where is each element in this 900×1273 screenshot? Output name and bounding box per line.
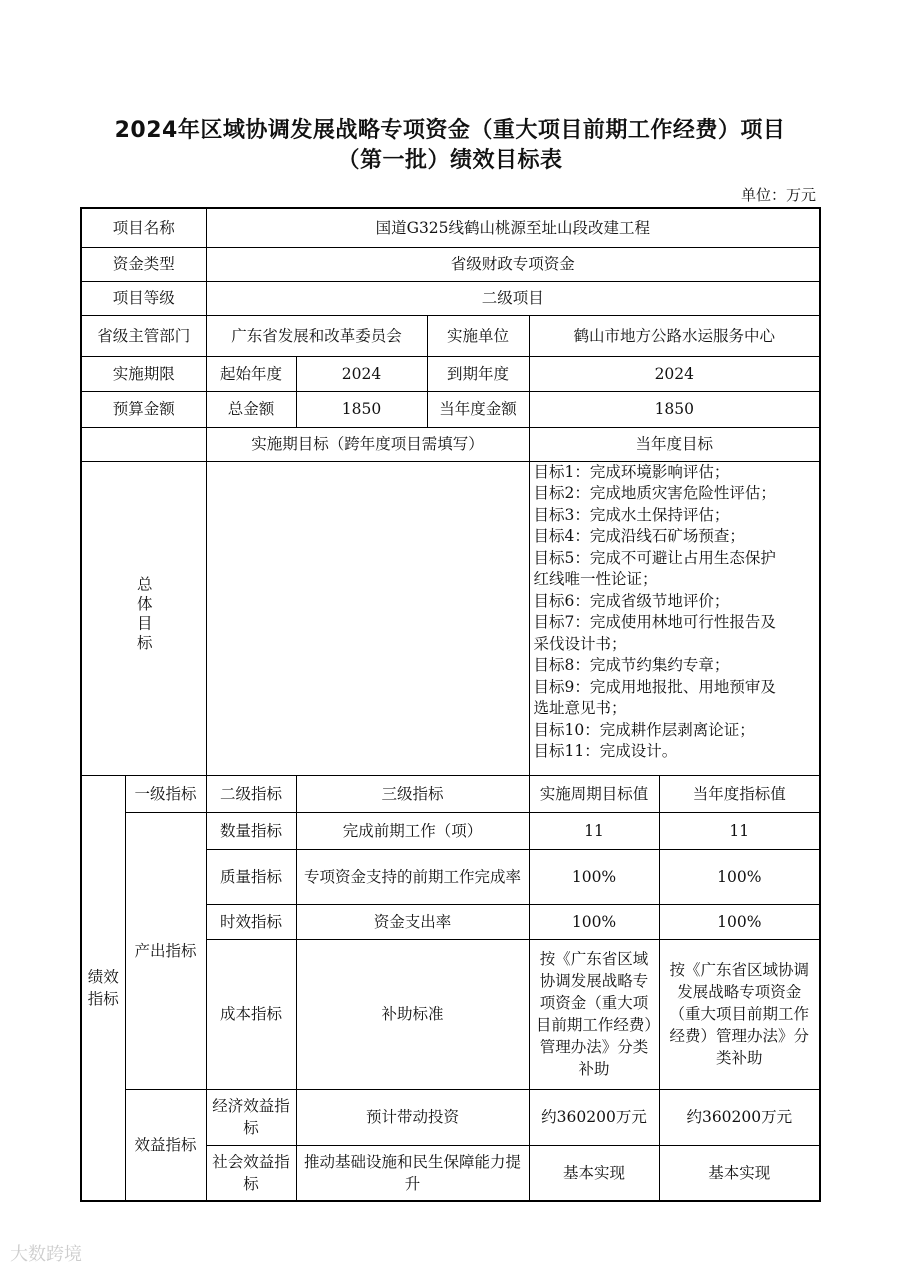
table-row-period: 基本实现 (529, 1145, 659, 1201)
unit-label: 单位：万元 (740, 186, 816, 204)
page-title-line1: 2024年区域协调发展战略专项资金（重大项目前期工作经费）项目 (114, 118, 786, 143)
start-year-value: 2024 (296, 356, 427, 391)
start-year-label: 起始年度 (206, 356, 296, 391)
table-row-l3: 完成前期工作（项） (296, 812, 529, 849)
period-label: 实施期限 (81, 356, 206, 391)
table-row-year: 基本实现 (659, 1145, 820, 1201)
table-row-year: 约360200万元 (659, 1089, 820, 1145)
table-row-period: 100% (529, 849, 659, 904)
impl-period-goals-cell (206, 461, 529, 775)
goal-item: 目标5：完成不可避让占用生态保护 (533, 548, 776, 567)
goal-item: 目标10：完成耕作层剥离论证； (533, 720, 755, 739)
goal-item: 目标6：完成省级节地评价； (533, 591, 730, 610)
overall-goal-text: 总体目标 (134, 576, 153, 654)
goal-item: 目标8：完成节约集约专章； (533, 656, 730, 674)
header-period-target: 实施周期目标值 (529, 775, 659, 812)
goal-item: 目标11：完成设计。 (533, 742, 678, 760)
current-year-goals-list (529, 461, 820, 775)
fund-type-value: 省级财政专项资金 (206, 247, 820, 281)
goal-item: 目标1：完成环境影响评估； (533, 462, 730, 481)
table-row-l2: 经济效益指标 (206, 1089, 296, 1145)
table-row-l3: 专项资金支持的前期工作完成率 (296, 849, 529, 904)
project-level-value: 二级项目 (206, 281, 820, 315)
performance-target-table (80, 207, 821, 1202)
goal-item: 红线唯一性论证； (533, 570, 658, 588)
goal-item: 采伐设计书； (533, 634, 627, 653)
overall-goal-label (81, 461, 206, 775)
impl-unit-value: 鹤山市地方公路水运服务中心 (529, 315, 820, 356)
header-level3: 三级指标 (296, 775, 529, 812)
header-year-target: 当年度指标值 (659, 775, 820, 812)
goals-header-blank (81, 427, 206, 461)
goal-item: 目标2：完成地质灾害危险性评估； (533, 484, 776, 502)
table-row-l3: 预计带动投资 (296, 1089, 529, 1145)
budget-label: 预算金额 (81, 391, 206, 427)
table-row-year: 11 (659, 812, 820, 849)
impl-unit-label: 实施单位 (427, 315, 529, 356)
table-row-period: 按《广东省区域协调发展战略专项资金（重大项目前期工作经费）管理办法》分类补助 (529, 939, 659, 1089)
goal-item: 选址意见书； (533, 699, 627, 717)
table-row-l2: 社会效益指标 (206, 1145, 296, 1201)
table-row-year: 100% (659, 904, 820, 939)
page-title-line2: （第一批）绩效目标表 (337, 148, 563, 173)
goal-item: 目标9：完成用地报批、用地预审及 (533, 677, 776, 696)
current-amount-value: 1850 (529, 391, 820, 427)
table-row-l2: 时效指标 (206, 904, 296, 939)
goal-item: 目标3：完成水土保持评估； (533, 505, 730, 524)
table-row-l3: 资金支出率 (296, 904, 529, 939)
total-amount-label: 总金额 (206, 391, 296, 427)
benefit-indicator-label: 效益指标 (125, 1089, 206, 1201)
dept-label: 省级主管部门 (81, 315, 206, 356)
goal-item: 目标4：完成沿线石矿场预查； (533, 527, 745, 545)
end-year-label: 到期年度 (427, 356, 529, 391)
current-amount-label: 当年度金额 (427, 391, 529, 427)
header-level2: 二级指标 (206, 775, 296, 812)
impl-period-goals-header: 实施期目标（跨年度项目需填写） (206, 427, 529, 461)
table-row-l3: 推动基础设施和民生保障能力提升 (296, 1145, 529, 1201)
project-name-label: 项目名称 (81, 208, 206, 247)
table-row-period: 约360200万元 (529, 1089, 659, 1145)
perf-indicator-label: 绩效指标 (81, 775, 125, 1201)
project-level-label: 项目等级 (81, 281, 206, 315)
table-row-period: 100% (529, 904, 659, 939)
table-row-l2: 数量指标 (206, 812, 296, 849)
fund-type-label: 资金类型 (81, 247, 206, 281)
project-name-value: 国道G325线鹤山桃源至址山段改建工程 (206, 208, 820, 247)
current-year-goals-header: 当年度目标 (529, 427, 820, 461)
end-year-value: 2024 (529, 356, 820, 391)
header-level1: 一级指标 (125, 775, 206, 812)
table-row-period: 11 (529, 812, 659, 849)
table-row-l2: 质量指标 (206, 849, 296, 904)
table-row-year: 按《广东省区域协调发展战略专项资金（重大项目前期工作经费）管理办法》分类补助 (659, 939, 820, 1089)
total-amount-value: 1850 (296, 391, 427, 427)
watermark-text: 大数跨境 (10, 1244, 82, 1265)
table-row-l3: 补助标准 (296, 939, 529, 1089)
goal-item: 目标7：完成使用林地可行性报告及 (533, 613, 776, 631)
dept-value: 广东省发展和改革委员会 (206, 315, 427, 356)
watermark-logo (10, 1240, 82, 1266)
table-row-l2: 成本指标 (206, 939, 296, 1089)
output-indicator-label: 产出指标 (125, 812, 206, 1089)
table-row-year: 100% (659, 849, 820, 904)
